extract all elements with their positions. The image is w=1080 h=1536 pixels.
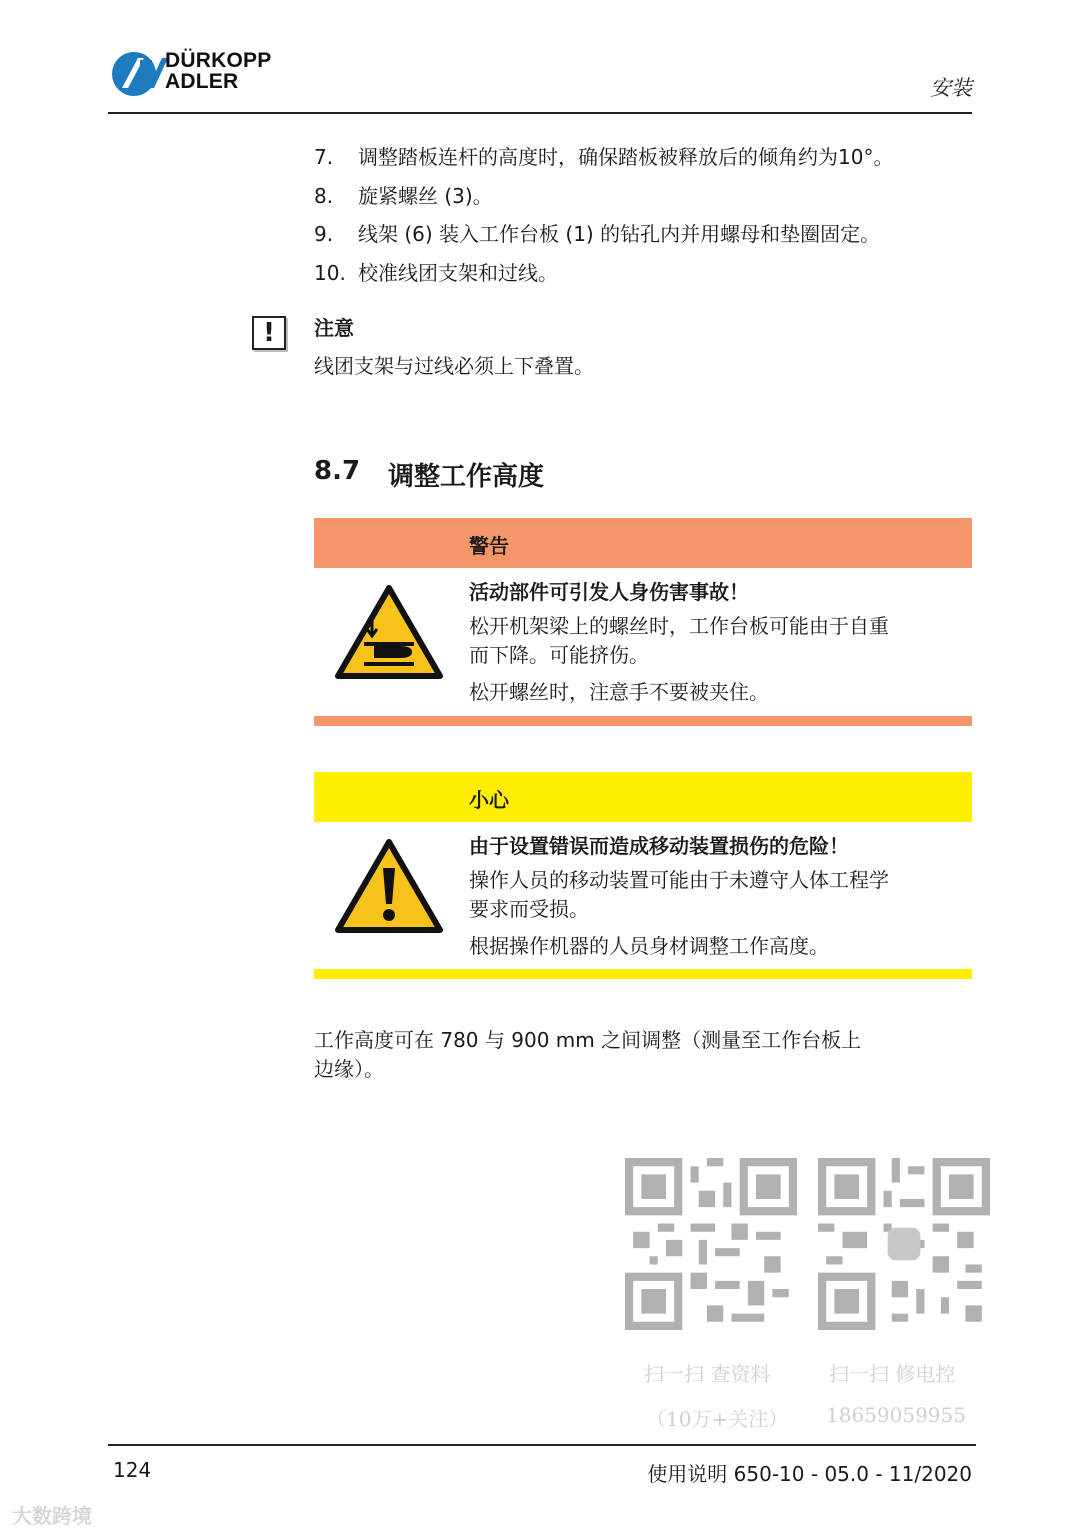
step-10: [314, 260, 558, 286]
qr-caption: 扫一扫 查资料: [644, 1362, 771, 1386]
body-line: 工作高度可在 780 与 900 mm 之间调整（测量至工作台板上: [314, 1028, 862, 1052]
caution-text-line: 要求而受损。: [469, 897, 589, 921]
body-paragraph: [314, 1026, 954, 1084]
caution-label: 小心: [469, 788, 509, 812]
qr-caption: 扫一扫 修电控: [829, 1362, 956, 1386]
brand-name: [165, 50, 271, 92]
crush-hazard-icon: [334, 584, 444, 682]
brand-line-1: DÜRKOPP: [165, 49, 272, 72]
step-number: 10.: [314, 261, 346, 285]
step-text: 校准线团支架和过线。: [358, 261, 558, 285]
caution-headline: 由于设置错误而造成移动装置损伤的危险！: [469, 834, 849, 858]
footer-divider: [108, 1444, 976, 1446]
step-number: 7.: [314, 145, 334, 169]
warning-text-line: 松开螺丝时，注意手不要被夹住。: [469, 680, 769, 704]
header-divider: [108, 112, 972, 114]
qr-code-right: [818, 1158, 990, 1330]
step-text: 调整踏板连杆的高度时，确保踏板被释放后的倾角约为10°。: [358, 145, 894, 169]
warning-bottom-bar: [314, 716, 972, 726]
warning-label: 警告: [469, 534, 509, 558]
warning-text-line: 松开机架梁上的螺丝时，工作台板可能由于自重: [469, 614, 889, 638]
qr-code-left: [625, 1158, 797, 1330]
caution-text-line: 根据操作机器的人员身材调整工作高度。: [469, 934, 829, 958]
caution-bottom-bar: [314, 969, 972, 979]
notice-text: 线团支架与过线必须上下叠置。: [314, 354, 594, 378]
brand-line-2: ADLER: [165, 70, 239, 93]
step-text: 线架 (6) 装入工作台板 (1) 的钻孔内并用螺母和垫圈固定。: [358, 222, 881, 246]
qr-caption: （10万+关注）: [646, 1407, 789, 1431]
header-section-title: 安装: [930, 76, 972, 100]
section-title: 调整工作高度: [388, 462, 545, 492]
watermark-brand: 大数跨境: [12, 1504, 92, 1528]
caution-header-bar: [314, 772, 972, 822]
exclamation-warning-icon: [334, 838, 444, 936]
notice-title: 注意: [314, 316, 354, 340]
warning-headline: 活动部件可引发人身伤害事故！: [469, 580, 749, 604]
body-line: 边缘）。: [314, 1057, 384, 1081]
step-9: [314, 221, 880, 247]
step-8: [314, 183, 493, 209]
page-number: 124: [113, 1458, 152, 1482]
document-reference: 使用说明 650-10 - 05.0 - 11/2020: [647, 1462, 972, 1486]
section-number: 8.7: [314, 456, 361, 486]
step-text: 旋紧螺丝 (3)。: [358, 184, 493, 208]
caution-text-line: 操作人员的移动装置可能由于未遵守人体工程学: [469, 868, 889, 892]
warning-header-bar: [314, 518, 972, 568]
qr-caption: 18659059955: [826, 1403, 966, 1427]
notice-exclamation-icon: !: [252, 316, 286, 350]
step-7: [314, 144, 893, 170]
step-number: 8.: [314, 184, 334, 208]
warning-text-line: 而下降。可能挤伤。: [469, 643, 649, 667]
step-number: 9.: [314, 222, 334, 246]
